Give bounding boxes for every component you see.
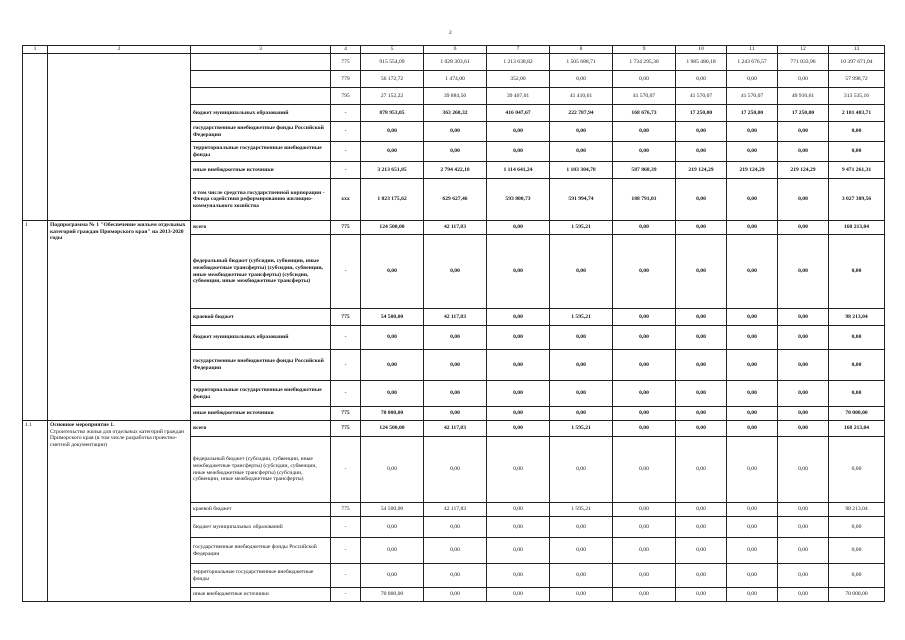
col-number: 11 [727, 46, 778, 54]
year-value-cell: 3 213 651,85 [361, 162, 424, 179]
total-cell: 98 213,04 [829, 503, 885, 517]
page-number: 2 [449, 30, 452, 36]
year-value-cell: 124 500,00 [361, 221, 424, 235]
year-value-cell: 1 474,00 [424, 71, 487, 88]
year-value-cell: 0,00 [361, 538, 424, 564]
year-value-cell: 0,00 [778, 517, 829, 538]
year-value-cell: 0,00 [778, 309, 829, 326]
year-value-cell: 915 554,09 [361, 54, 424, 71]
year-value-cell: 0,00 [613, 538, 676, 564]
year-value-cell: 0,00 [676, 142, 727, 162]
year-value-cell: 0,00 [727, 309, 778, 326]
funding-source-cell: краевой бюджет [191, 309, 331, 326]
year-value-cell: 2 794 422,18 [424, 162, 487, 179]
year-value-cell: 0,00 [487, 235, 550, 309]
year-value-cell: 0,00 [613, 381, 676, 407]
year-value-cell: 42 117,83 [424, 503, 487, 517]
year-value-cell: 0,00 [727, 179, 778, 221]
year-value-cell: 0,00 [487, 503, 550, 517]
year-value-cell: 363 268,32 [424, 105, 487, 122]
year-value-cell: 0,00 [727, 235, 778, 309]
funding-source-cell: территориальные государственные внебюджетные фонды [191, 564, 331, 588]
year-value-cell: 416 047,67 [487, 105, 550, 122]
year-value-cell: 0,00 [487, 588, 550, 602]
year-value-cell: 0,00 [727, 564, 778, 588]
table-row [23, 221, 885, 235]
year-value-cell: 1 028 303,61 [424, 54, 487, 71]
year-value-cell: 0,00 [676, 564, 727, 588]
year-value-cell: 0,00 [613, 71, 676, 88]
year-value-cell: 0,00 [487, 421, 550, 437]
year-value-cell: 0,00 [424, 437, 487, 503]
year-value-cell: 0,00 [424, 564, 487, 588]
year-value-cell: 629 627,46 [424, 179, 487, 221]
year-value-cell: 0,00 [613, 309, 676, 326]
year-value-cell: 0,00 [676, 179, 727, 221]
funding-source-cell: государственные внебюджетные фонды Российской Федерации [191, 538, 331, 564]
year-value-cell: 0,00 [361, 437, 424, 503]
year-value-cell: 0,00 [676, 421, 727, 437]
year-value-cell: 1 103 304,78 [550, 162, 613, 179]
year-value-cell: 0,00 [487, 122, 550, 142]
col-number: 13 [829, 46, 885, 54]
year-value-cell: 70 000,00 [361, 588, 424, 602]
col-number: 2 [48, 46, 191, 54]
year-value-cell: 0,00 [487, 326, 550, 350]
year-value-cell: 0,00 [778, 179, 829, 221]
table-row [23, 421, 885, 437]
year-value-cell: 0,00 [613, 235, 676, 309]
funding-source-cell: в том числе средства государственной корпорации - Фонда содействия реформированию жилищно-коммунального хозяйства [191, 179, 331, 221]
total-cell: 70 000,00 [829, 588, 885, 602]
year-value-cell: 0,00 [727, 421, 778, 437]
year-value-cell: 0,00 [613, 588, 676, 602]
col-number: 9 [613, 46, 676, 54]
total-cell: 70 000,00 [829, 407, 885, 421]
total-cell: 0,00 [829, 142, 885, 162]
year-value-cell: 0,00 [727, 517, 778, 538]
year-value-cell: 0,00 [778, 421, 829, 437]
year-value-cell: 0,00 [676, 221, 727, 235]
year-value-cell: 0,00 [550, 122, 613, 142]
total-cell: 0,00 [829, 437, 885, 503]
year-value-cell: 0,00 [550, 326, 613, 350]
total-cell: 0,00 [829, 381, 885, 407]
year-value-cell: 0,00 [487, 407, 550, 421]
year-value-cell: 0,00 [613, 350, 676, 381]
year-value-cell: 593 800,73 [487, 179, 550, 221]
year-value-cell: 0,00 [487, 221, 550, 235]
activity-name-cell [48, 421, 191, 602]
year-value-cell: 0,00 [424, 517, 487, 538]
year-value-cell: 0,00 [487, 142, 550, 162]
year-value-cell: 1 023 175,62 [361, 179, 424, 221]
year-value-cell: 0,00 [613, 564, 676, 588]
year-value-cell: 0,00 [361, 235, 424, 309]
year-value-cell: 0,00 [676, 309, 727, 326]
year-value-cell: 0,00 [550, 564, 613, 588]
funding-source-cell [191, 88, 331, 105]
code-cell: 775 [331, 221, 361, 235]
year-value-cell: 0,00 [778, 503, 829, 517]
col-number: 10 [676, 46, 727, 54]
year-value-cell: 219 124,29 [676, 162, 727, 179]
funding-source-cell: бюджет муниципальных образований [191, 517, 331, 538]
year-value-cell: 0,00 [361, 564, 424, 588]
year-value-cell: 222 787,94 [550, 105, 613, 122]
funding-source-cell: территориальные государственные внебюджетные фонды [191, 142, 331, 162]
year-value-cell: 0,00 [778, 407, 829, 421]
year-value-cell: 1 114 641,24 [487, 162, 550, 179]
table-row [23, 54, 885, 71]
year-value-cell: 0,00 [550, 538, 613, 564]
col-number: 8 [550, 46, 613, 54]
total-cell: 2 101 483,71 [829, 105, 885, 122]
year-value-cell: 0,00 [361, 326, 424, 350]
col-number: 12 [778, 46, 829, 54]
funding-source-cell: иные внебюджетные источники [191, 407, 331, 421]
funding-source-cell: территориальные государственные внебюджетные фонды [191, 381, 331, 407]
year-value-cell: 0,00 [613, 407, 676, 421]
year-value-cell: 41 570,07 [613, 88, 676, 105]
continuation-section [23, 54, 885, 221]
col-number: 5 [361, 46, 424, 54]
year-value-cell: 0,00 [676, 437, 727, 503]
year-value-cell: 0,00 [424, 588, 487, 602]
year-value-cell: 0,00 [676, 407, 727, 421]
total-cell: 0,00 [829, 235, 885, 309]
year-value-cell: 56 172,72 [361, 71, 424, 88]
year-value-cell: 0,00 [778, 588, 829, 602]
year-value-cell: 0,00 [361, 381, 424, 407]
col-number: 1 [23, 46, 48, 54]
code-cell: - [331, 326, 361, 350]
year-value-cell: 40 910,61 [778, 88, 829, 105]
year-value-cell: 219 124,29 [727, 162, 778, 179]
code-cell: - [331, 162, 361, 179]
funding-source-cell: иные внебюджетные источники [191, 588, 331, 602]
year-value-cell: 0,00 [487, 309, 550, 326]
year-value-cell: 0,00 [487, 437, 550, 503]
code-cell: 775 [331, 407, 361, 421]
code-cell: - [331, 105, 361, 122]
year-value-cell: 0,00 [676, 381, 727, 407]
year-value-cell: 0,00 [487, 381, 550, 407]
year-value-cell: 42 117,83 [424, 221, 487, 235]
funding-source-cell: всего [191, 221, 331, 235]
year-value-cell: 39 467,01 [487, 88, 550, 105]
year-value-cell: 591 994,74 [550, 179, 613, 221]
funding-source-cell [191, 54, 331, 71]
year-value-cell: 0,00 [424, 326, 487, 350]
year-value-cell: 0,00 [424, 142, 487, 162]
total-cell: 98 213,04 [829, 309, 885, 326]
year-value-cell: 0,00 [613, 517, 676, 538]
year-value-cell: 0,00 [613, 122, 676, 142]
year-value-cell: 0,00 [550, 350, 613, 381]
year-value-cell: 878 953,05 [361, 105, 424, 122]
year-value-cell: 0,00 [550, 71, 613, 88]
funding-source-cell [191, 71, 331, 88]
total-cell: 168 213,04 [829, 421, 885, 437]
year-value-cell: 0,00 [778, 538, 829, 564]
year-value-cell: 0,00 [361, 142, 424, 162]
activity-1-1-section [23, 421, 885, 602]
code-cell: - [331, 381, 361, 407]
year-value-cell: 0,00 [424, 122, 487, 142]
total-cell: 168 213,04 [829, 221, 885, 235]
col-number: 3 [191, 46, 331, 54]
year-value-cell: 0,00 [676, 350, 727, 381]
year-value-cell: 0,00 [424, 350, 487, 381]
year-value-cell: 0,00 [361, 517, 424, 538]
year-value-cell: 0,00 [676, 122, 727, 142]
year-value-cell: 0,00 [550, 381, 613, 407]
year-value-cell: 587 868,39 [613, 162, 676, 179]
year-value-cell: 0,00 [778, 326, 829, 350]
col-number: 7 [487, 46, 550, 54]
code-cell: - [331, 235, 361, 309]
code-cell: 779 [331, 71, 361, 88]
year-value-cell: 0,00 [613, 326, 676, 350]
code-cell: - [331, 142, 361, 162]
year-value-cell: 42 117,83 [424, 309, 487, 326]
year-value-cell: 1 734 295,30 [613, 54, 676, 71]
code-cell: - [331, 538, 361, 564]
year-value-cell: 0,00 [613, 221, 676, 235]
code-cell: - [331, 122, 361, 142]
funding-source-cell: государственные внебюджетные фонды Российской Федерации [191, 122, 331, 142]
year-value-cell: 0,00 [727, 437, 778, 503]
total-cell: 0,00 [829, 350, 885, 381]
year-value-cell: 0,00 [727, 71, 778, 88]
year-value-cell: 1 595,21 [550, 309, 613, 326]
year-value-cell: 41 410,61 [550, 88, 613, 105]
year-value-cell: 1 595,21 [550, 503, 613, 517]
year-value-cell: 0,00 [676, 235, 727, 309]
col-number: 6 [424, 46, 487, 54]
funding-source-cell: иные внебюджетные источники [191, 162, 331, 179]
funding-source-cell: бюджет муниципальных образований [191, 105, 331, 122]
year-value-cell: 0,00 [487, 517, 550, 538]
year-value-cell: 1 213 638,82 [487, 54, 550, 71]
funding-source-cell: краевой бюджет [191, 503, 331, 517]
year-value-cell: 771 033,96 [778, 54, 829, 71]
total-cell: 0,00 [829, 538, 885, 564]
activity-description: Строительство жилья для отдельных категорий граждан Приморского края (в том числе разработка проектно-сметной документации) [50, 428, 185, 448]
year-value-cell: 0,00 [424, 407, 487, 421]
year-value-cell: 0,00 [676, 588, 727, 602]
code-cell: xxx [331, 179, 361, 221]
row-index-cell [23, 54, 48, 221]
year-value-cell: 17 250,00 [727, 105, 778, 122]
year-value-cell: 0,00 [727, 503, 778, 517]
year-value-cell: 0,00 [727, 326, 778, 350]
year-value-cell: 54 500,00 [361, 309, 424, 326]
year-value-cell: 168 676,73 [613, 105, 676, 122]
year-value-cell: 0,00 [778, 350, 829, 381]
year-value-cell: 0,00 [613, 503, 676, 517]
code-cell: - [331, 437, 361, 503]
year-value-cell: 124 500,00 [361, 421, 424, 437]
year-value-cell: 1 243 676,57 [727, 54, 778, 71]
code-cell: 795 [331, 88, 361, 105]
funding-source-cell: бюджет муниципальных образований [191, 326, 331, 350]
activity-title: Основное мероприятие 1. [50, 422, 115, 428]
year-value-cell: 54 500,00 [361, 503, 424, 517]
year-value-cell: 0,00 [727, 221, 778, 235]
year-value-cell: 0,00 [778, 381, 829, 407]
year-value-cell: 0,00 [778, 142, 829, 162]
year-value-cell: 219 124,29 [778, 162, 829, 179]
year-value-cell: 0,00 [727, 538, 778, 564]
column-number-row [23, 46, 885, 54]
year-value-cell: 0,00 [424, 538, 487, 564]
year-value-cell: 0,00 [676, 326, 727, 350]
year-value-cell: 70 000,00 [361, 407, 424, 421]
year-value-cell: 0,00 [778, 221, 829, 235]
year-value-cell: 41 570,07 [676, 88, 727, 105]
year-value-cell: 0,00 [727, 350, 778, 381]
year-value-cell: 188 791,01 [613, 179, 676, 221]
col-number: 4 [331, 46, 361, 54]
row-index-cell: 1 [23, 221, 48, 421]
year-value-cell: 0,00 [778, 437, 829, 503]
year-value-cell: 0,00 [778, 235, 829, 309]
year-value-cell: 0,00 [361, 122, 424, 142]
year-value-cell: 0,00 [778, 564, 829, 588]
code-cell: 775 [331, 503, 361, 517]
code-cell: 775 [331, 54, 361, 71]
year-value-cell: 0,00 [550, 588, 613, 602]
year-value-cell: 0,00 [778, 71, 829, 88]
total-cell: 0,00 [829, 326, 885, 350]
year-value-cell: 17 250,00 [676, 105, 727, 122]
year-value-cell: 0,00 [727, 588, 778, 602]
year-value-cell: 0,00 [613, 421, 676, 437]
year-value-cell: 0,00 [613, 142, 676, 162]
year-value-cell: 352,00 [487, 71, 550, 88]
funding-source-cell: государственные внебюджетные фонды Российской Федерации [191, 350, 331, 381]
year-value-cell: 39 884,50 [424, 88, 487, 105]
code-cell: - [331, 517, 361, 538]
row-index-cell: 1.1 [23, 421, 48, 602]
year-value-cell: 0,00 [727, 381, 778, 407]
year-value-cell: 42 117,83 [424, 421, 487, 437]
total-cell: 0,00 [829, 517, 885, 538]
code-cell: - [331, 350, 361, 381]
budget-table [22, 45, 885, 602]
code-cell: - [331, 588, 361, 602]
total-cell: 9 471 261,31 [829, 162, 885, 179]
year-value-cell: 0,00 [676, 503, 727, 517]
funding-source-cell: федеральный бюджет (субсидии, субвенции, иные межбюджетные трансферты) (субсидии, субвенции, иные межбюджетные трансферты) (субсидии, субвенции, иные межбюджетные трансферты) [191, 437, 331, 503]
year-value-cell: 0,00 [727, 142, 778, 162]
year-value-cell: 0,00 [778, 122, 829, 142]
total-cell: 10 397 671,04 [829, 54, 885, 71]
year-value-cell: 17 250,00 [778, 105, 829, 122]
year-value-cell: 1 505 688,71 [550, 54, 613, 71]
year-value-cell: 1 595,21 [550, 421, 613, 437]
year-value-cell: 0,00 [550, 142, 613, 162]
year-value-cell: 27 152,22 [361, 88, 424, 105]
subprogram-name-cell: Подпрограмма № 1 "Обеспечение жильем отдельных категорий граждан Приморского края" на 2013-2020 годы [48, 221, 191, 421]
year-value-cell: 0,00 [727, 122, 778, 142]
year-value-cell: 0,00 [487, 564, 550, 588]
year-value-cell: 0,00 [550, 517, 613, 538]
year-value-cell: 0,00 [550, 235, 613, 309]
year-value-cell: 1 595,21 [550, 221, 613, 235]
year-value-cell: 0,00 [727, 407, 778, 421]
total-cell: 3 027 389,56 [829, 179, 885, 221]
code-cell: 775 [331, 309, 361, 326]
funding-source-cell: федеральный бюджет (субсидии, субвенции, иные межбюджетные трансферты) (субсидии, субвенции, иные межбюджетные трансферты) (субсидии, субвенции, иные межбюджетные трансферты) [191, 235, 331, 309]
program-name-cell [48, 54, 191, 221]
year-value-cell: 0,00 [550, 437, 613, 503]
year-value-cell: 0,00 [487, 538, 550, 564]
year-value-cell: 0,00 [487, 350, 550, 381]
total-cell: 0,00 [829, 122, 885, 142]
subprogram-1-section [23, 221, 885, 421]
year-value-cell: 0,00 [361, 350, 424, 381]
total-cell: 313 535,16 [829, 88, 885, 105]
year-value-cell: 0,00 [676, 517, 727, 538]
total-cell: 0,00 [829, 564, 885, 588]
year-value-cell: 0,00 [676, 71, 727, 88]
code-cell: - [331, 564, 361, 588]
year-value-cell: 1 985 480,18 [676, 54, 727, 71]
funding-source-cell: всего [191, 421, 331, 437]
year-value-cell: 41 570,07 [727, 88, 778, 105]
year-value-cell: 0,00 [550, 407, 613, 421]
year-value-cell: 0,00 [676, 538, 727, 564]
total-cell: 57 998,72 [829, 71, 885, 88]
year-value-cell: 0,00 [424, 235, 487, 309]
year-value-cell: 0,00 [613, 437, 676, 503]
year-value-cell: 0,00 [424, 381, 487, 407]
code-cell: 775 [331, 421, 361, 437]
